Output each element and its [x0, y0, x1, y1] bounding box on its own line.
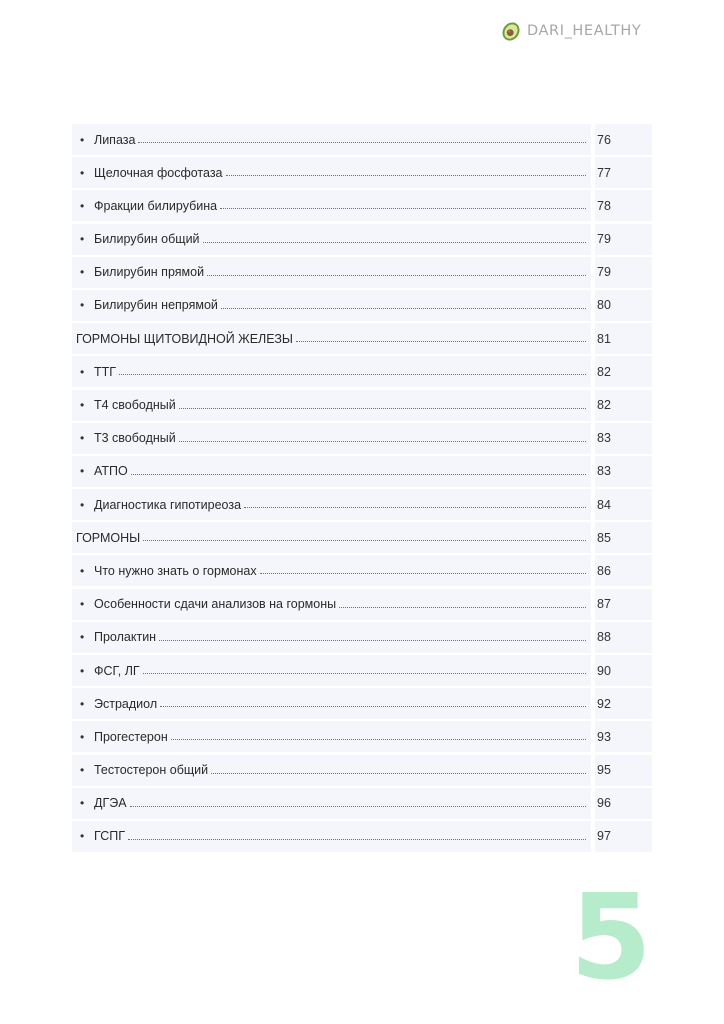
- toc-page-number: 87: [595, 589, 652, 620]
- toc-entry-label: Тестостерон общий: [94, 763, 209, 778]
- dotted-leader: [260, 573, 586, 574]
- toc-page-number: 86: [595, 555, 652, 586]
- toc-entry-cell: [72, 522, 591, 553]
- toc-entry-cell: [72, 555, 591, 586]
- toc-entry-label: ГОРМОНЫ: [76, 530, 141, 545]
- toc-entry-label: Билирубин прямой: [94, 265, 205, 280]
- toc-page-number: 92: [595, 688, 652, 719]
- dotted-leader: [143, 540, 586, 541]
- toc-entry: [72, 456, 652, 487]
- page-number: 5: [569, 868, 652, 1006]
- bullet-icon: •: [80, 729, 85, 744]
- toc-page-number: 90: [595, 655, 652, 686]
- brand-name: DARI_HEALTHY: [527, 23, 642, 39]
- toc-entry-cell: [72, 788, 591, 819]
- dotted-leader: [226, 175, 586, 176]
- toc-entry-label: ГСПГ: [94, 829, 125, 844]
- toc-entry-label: Фракции билирубина: [94, 198, 218, 213]
- toc-entry-cell: [72, 323, 591, 354]
- bullet-icon: •: [80, 431, 85, 446]
- toc-section: [72, 522, 652, 553]
- toc-entry: [72, 190, 652, 221]
- bullet-icon: •: [80, 364, 85, 379]
- toc-entry: [72, 356, 652, 387]
- bullet-icon: •: [80, 597, 85, 612]
- toc-entry: [72, 224, 652, 255]
- dotted-leader: [179, 408, 586, 409]
- toc-entry-label: Т4 свободный: [94, 398, 176, 412]
- bullet-icon: •: [80, 265, 85, 280]
- dotted-leader: [159, 640, 586, 641]
- toc-page-number: 80: [595, 290, 652, 321]
- toc-entry-cell: [72, 356, 591, 387]
- toc-entry: [72, 755, 652, 786]
- bullet-icon: •: [80, 298, 85, 313]
- bullet-icon: •: [80, 563, 85, 578]
- brand-header: [500, 20, 641, 42]
- dotted-leader: [128, 839, 586, 840]
- toc-entry-label: Особенности сдачи анализов на гормоны: [94, 597, 337, 612]
- toc-page-number: 88: [595, 622, 652, 653]
- toc-entry-label: Т3 свободный: [94, 431, 176, 446]
- dotted-leader: [160, 706, 586, 707]
- dotted-leader: [179, 441, 586, 442]
- toc-page-number: 82: [595, 356, 652, 387]
- bullet-icon: •: [80, 398, 85, 412]
- toc-entry: [72, 124, 652, 155]
- toc-entry: [72, 390, 652, 421]
- toc-page-number: 76: [595, 124, 652, 155]
- bullet-icon: •: [80, 132, 85, 147]
- dotted-leader: [203, 242, 586, 243]
- dotted-leader: [221, 308, 586, 309]
- bullet-icon: •: [80, 696, 85, 711]
- dotted-leader: [211, 773, 586, 774]
- toc-entry-label: Диагностика гипотиреоза: [94, 497, 242, 512]
- dotted-leader: [244, 507, 586, 508]
- toc-entry-label: ГОРМОНЫ ЩИТОВИДНОЙ ЖЕЛЕЗЫ: [76, 331, 293, 346]
- toc-entry: [72, 622, 652, 653]
- toc-entry: [72, 257, 652, 288]
- toc-entry: [72, 589, 652, 620]
- toc-page-number: 79: [595, 257, 652, 288]
- toc-section: [72, 323, 652, 354]
- toc-entry: [72, 290, 652, 321]
- toc-entry-cell: [72, 157, 591, 188]
- bullet-icon: •: [80, 497, 85, 512]
- toc-page-number: 96: [595, 788, 652, 819]
- toc-entry-cell: [72, 456, 591, 487]
- toc-entry-cell: [72, 257, 591, 288]
- dotted-leader: [296, 341, 586, 342]
- toc-page-number: 82: [595, 390, 652, 421]
- toc-entry-cell: [72, 124, 591, 155]
- toc-page-number: 83: [595, 456, 652, 487]
- toc-entry-label: Билирубин непрямой: [94, 298, 218, 313]
- toc-entry-cell: [72, 821, 591, 852]
- toc-entry-label: ДГЭА: [94, 796, 127, 811]
- toc-entry-cell: [72, 423, 591, 454]
- bullet-icon: •: [80, 232, 85, 247]
- toc-entry: [72, 688, 652, 719]
- toc-page-number: 79: [595, 224, 652, 255]
- toc-entry-cell: [72, 655, 591, 686]
- dotted-leader: [131, 474, 586, 475]
- toc-entry-label: Липаза: [94, 132, 136, 147]
- toc-entry: [72, 655, 652, 686]
- toc-entry-label: Эстрадиол: [94, 696, 158, 711]
- toc-entry-cell: [72, 489, 591, 520]
- toc-entry-cell: [72, 390, 591, 421]
- toc-entry-cell: [72, 721, 591, 752]
- toc-page-number: 85: [595, 522, 652, 553]
- dotted-leader: [143, 673, 586, 674]
- toc-entry: [72, 555, 652, 586]
- table-of-contents: [72, 124, 652, 854]
- bullet-icon: •: [80, 165, 85, 180]
- dotted-leader: [138, 142, 586, 143]
- bullet-icon: •: [80, 198, 85, 213]
- toc-entry-label: Билирубин общий: [94, 232, 200, 247]
- toc-entry-label: ФСГ, ЛГ: [94, 663, 140, 678]
- toc-entry-cell: [72, 190, 591, 221]
- toc-entry-label: Пролактин: [94, 630, 157, 645]
- bullet-icon: •: [80, 763, 85, 778]
- dotted-leader: [220, 208, 586, 209]
- toc-entry-cell: [72, 224, 591, 255]
- toc-page-number: 84: [595, 489, 652, 520]
- toc-page-number: 78: [595, 190, 652, 221]
- toc-entry-label: ТТГ: [94, 364, 117, 379]
- bullet-icon: •: [80, 464, 85, 479]
- bullet-icon: •: [80, 829, 85, 844]
- toc-entry-cell: [72, 589, 591, 620]
- avocado-icon: [500, 20, 522, 42]
- toc-entry: [72, 423, 652, 454]
- toc-entry-label: Щелочная фосфотаза: [94, 165, 223, 180]
- toc-entry-cell: [72, 290, 591, 321]
- dotted-leader: [130, 806, 586, 807]
- toc-entry: [72, 489, 652, 520]
- toc-entry: [72, 721, 652, 752]
- toc-page-number: 83: [595, 423, 652, 454]
- toc-entry: [72, 821, 652, 852]
- toc-entry-label: Что нужно знать о гормонах: [94, 563, 257, 578]
- toc-page-number: 93: [595, 721, 652, 752]
- toc-entry-cell: [72, 755, 591, 786]
- toc-entry-label: Прогестерон: [94, 729, 168, 744]
- toc-page-number: 77: [595, 157, 652, 188]
- bullet-icon: •: [80, 796, 85, 811]
- bullet-icon: •: [80, 663, 85, 678]
- toc-page-number: 81: [595, 323, 652, 354]
- toc-page-number: 97: [595, 821, 652, 852]
- bullet-icon: •: [80, 630, 85, 645]
- toc-entry: [72, 788, 652, 819]
- dotted-leader: [207, 275, 586, 276]
- dotted-leader: [119, 374, 586, 375]
- dotted-leader: [339, 607, 586, 608]
- toc-entry-cell: [72, 688, 591, 719]
- toc-entry-cell: [72, 622, 591, 653]
- dotted-leader: [171, 739, 586, 740]
- toc-entry-label: АТПО: [94, 464, 128, 479]
- toc-entry: [72, 157, 652, 188]
- toc-page-number: 95: [595, 755, 652, 786]
